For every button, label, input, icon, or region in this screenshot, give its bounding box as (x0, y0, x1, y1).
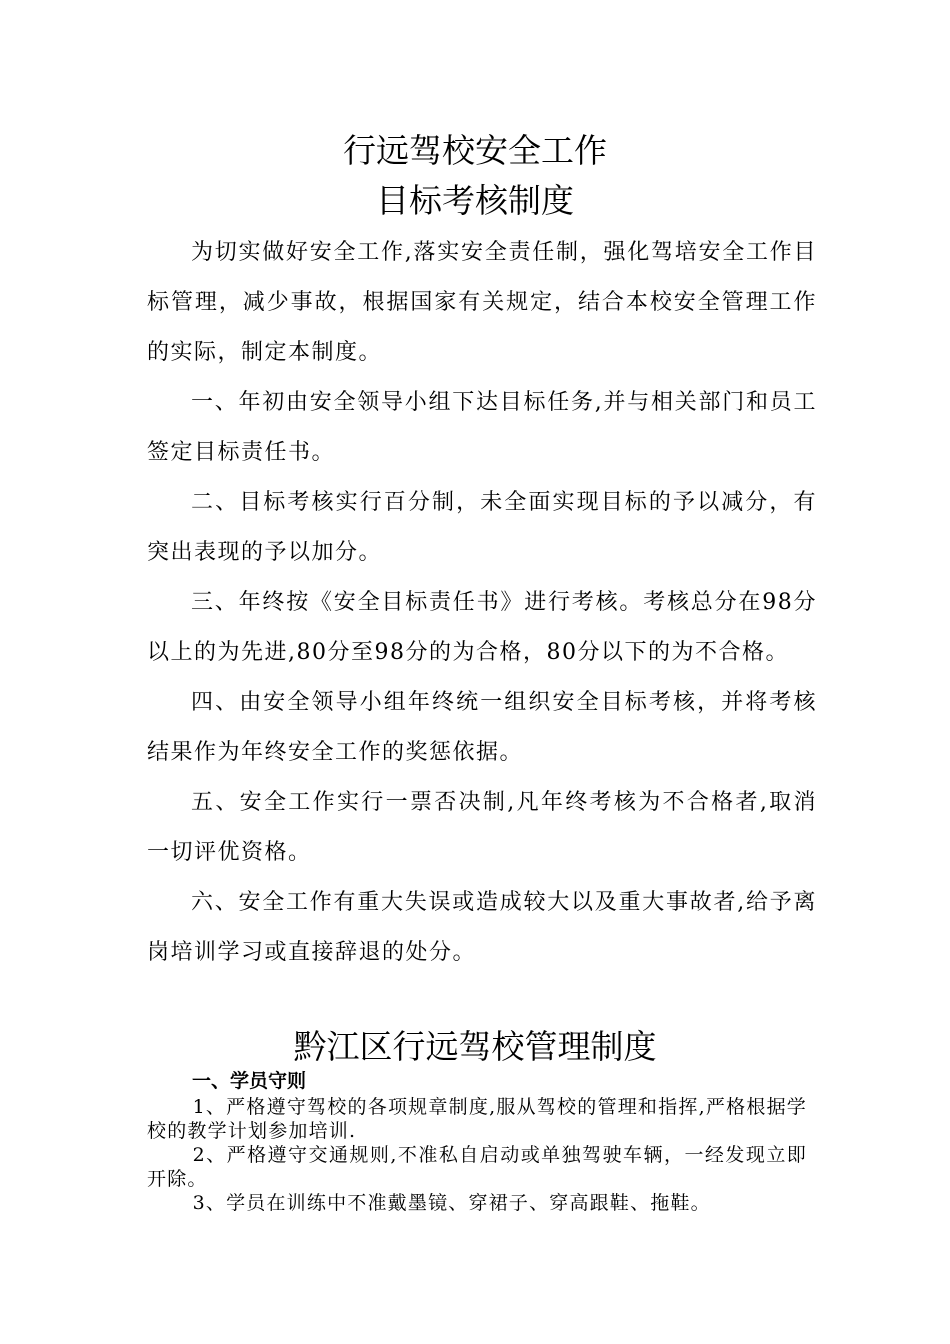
student-rules (147, 1095, 807, 1215)
clause-paragraph: 三、年终按《安全目标责任书》进行考核。考核总分在98分以上的为先进,80分至98分的为合格，80分以下的为不合格。 (147, 590, 817, 665)
clause-paragraph: 二、目标考核实行百分制，未全面实现目标的予以减分，有突出表现的予以加分。 (147, 490, 817, 565)
rule-item: 1、严格遵守驾校的各项规章制度,服从驾校的管理和指挥,严格根据学校的教学计划参加培训. (147, 1096, 807, 1142)
intro-paragraph: 为切实做好安全工作,落实安全责任制，强化驾培安全工作目标管理，减少事故，根据国家有关规定，结合本校安全管理工作的实际，制定本制度。 (147, 240, 817, 365)
rule-item: 3、学员在训练中不准戴墨镜、穿裙子、穿高跟鞋、拖鞋。 (192, 1192, 711, 1214)
document-title-line1: 行远驾校安全工作 (343, 131, 607, 170)
clause-paragraph: 四、由安全领导小组年终统一组织安全目标考核，并将考核结果作为年终安全工作的奖惩依据。 (147, 690, 817, 765)
assessment-body (147, 228, 817, 978)
clause-paragraph: 六、安全工作有重大失误或造成较大以及重大事故者,给予离岗培训学习或直接辞退的处分。 (147, 890, 817, 965)
clause-paragraph: 一、年初由安全领导小组下达目标任务,并与相关部门和员工签定目标责任书。 (147, 390, 817, 465)
clause-paragraph: 五、安全工作实行一票否决制,凡年终考核为不合格者,取消一切评优资格。 (147, 790, 817, 865)
subsection-heading: 一、学员守则 (192, 1070, 307, 1092)
rule-item: 2、严格遵守交通规则,不准私自启动或单独驾驶车辆，一经发现立即开除。 (147, 1144, 807, 1190)
document-title-line2: 目标考核制度 (376, 181, 574, 220)
section-title: 黔江区行远驾校管理制度 (293, 1027, 657, 1066)
